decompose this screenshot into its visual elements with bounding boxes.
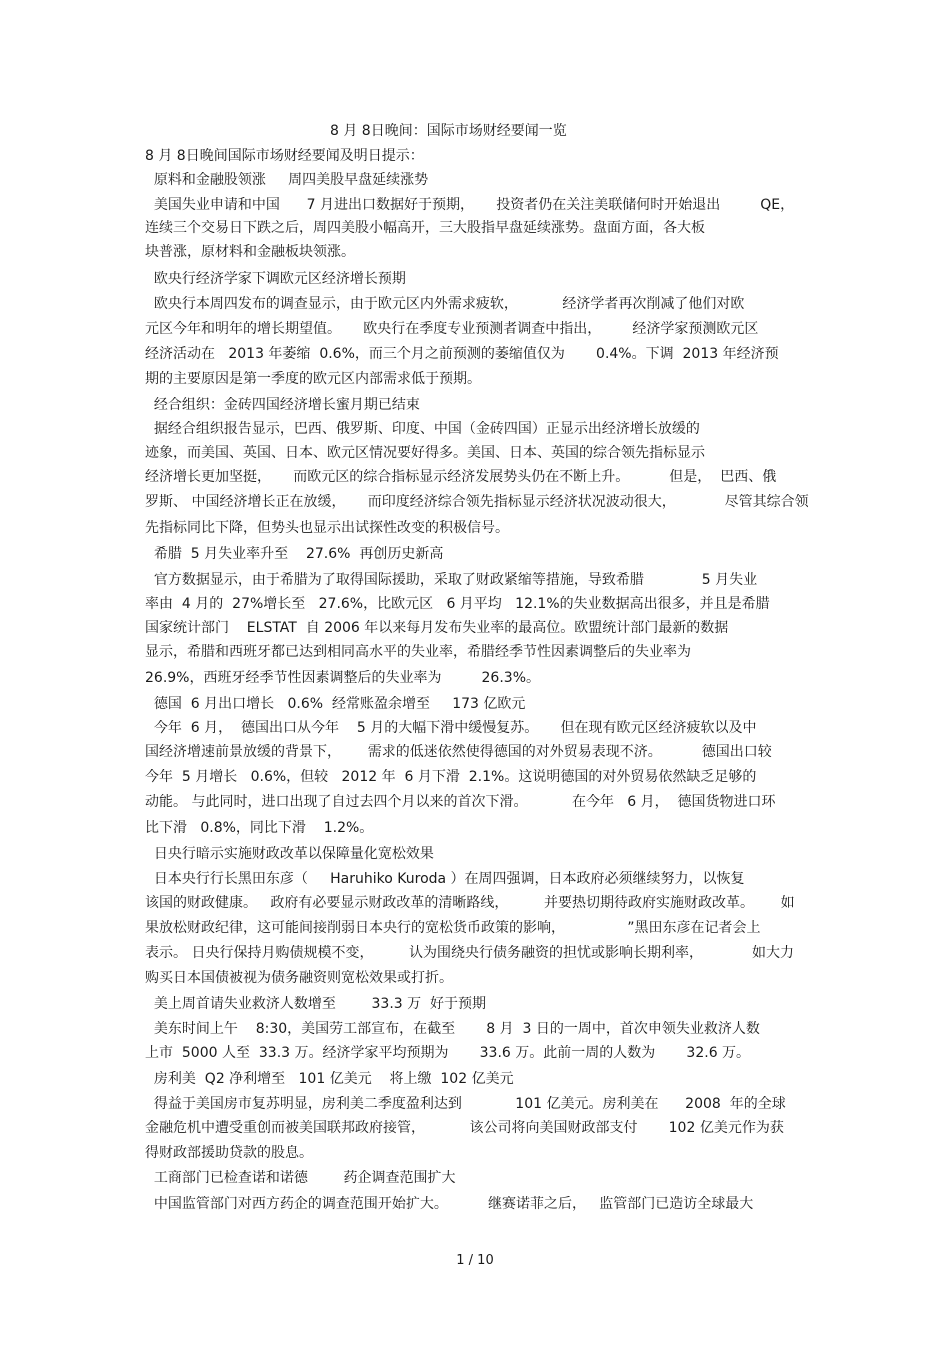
section-heading: 希腊 5 月失业率升至 27.6% 再创历史新高: [145, 546, 444, 562]
text-line: 今年 5 月增长 0.6%，但较 2012 年 6 月下滑 2.1%。这说明德国的对外贸易依然缺乏足够的: [145, 769, 757, 785]
section-heading: 美上周首请失业救济人数增至 33.3 万 好于预期: [145, 996, 487, 1012]
text-line: 经济活动在 2013 年萎缩 0.6%，而三个月之前预测的萎缩值仅为 0.4%。下调 2013 年经济预: [145, 346, 779, 362]
text-line: 连续三个交易日下跌之后，周四美股小幅高开，三大股指早盘延续涨势。盘面方面，各大板: [145, 220, 705, 236]
section-heading: 欧央行经济学家下调欧元区经济增长预期: [145, 271, 406, 287]
text-line: 上市 5000 人至 33.3 万。经济学家平均预期为 33.6 万。此前一周的人数为 32.6 万。: [145, 1045, 751, 1061]
text-line: 迹象，而美国、英国、日本、欧元区情况要好得多。美国、日本、英国的综合领先指标显示: [145, 445, 705, 461]
text-line: 得财政部援助贷款的股息。: [145, 1145, 313, 1161]
text-line: 国家统计部门 ELSTAT 自 2006 年以来每月发布失业率的最高位。欧盟统计部门最新的数据: [145, 620, 729, 636]
text-line: 今年 6 月， 德国出口从今年 5 月的大幅下滑中缓慢复苏。 但在现有欧元区经济疲软以及中: [145, 720, 757, 736]
section-heading: 经合组织：金砖四国经济增长蜜月期已结束: [145, 397, 420, 413]
text-line: 欧央行本周四发布的调查显示，由于欧元区内外需求疲软， 经济学者再次削减了他们对欧: [145, 296, 745, 312]
text-line: 显示，希腊和西班牙都已达到相同高水平的失业率，希腊经季节性因素调整后的失业率为: [145, 644, 691, 660]
text-line: 得益于美国房市复苏明显，房利美二季度盈利达到 101 亿美元。房利美在 2008 年的全球: [145, 1096, 786, 1112]
text-line: 国经济增速前景放缓的背景下， 需求的低迷依然使得德国的对外贸易表现不济。 德国出口较: [145, 744, 772, 760]
section-heading: 日央行暗示实施财政改革以保障量化宽松效果: [145, 846, 434, 862]
text-line: 金融危机中遭受重创而被美国联邦政府接管， 该公司将向美国财政部支付 102 亿美元作为获: [145, 1120, 784, 1136]
text-line: 美东时间上午 8:30，美国劳工部宣布，在截至 8 月 3 日的一周中，首次申领失业救济人数: [145, 1021, 760, 1037]
text-line: 果放松财政纪律，这可能间接削弱日本央行的宽松货币政策的影响， ”黑田东彦在记者会上: [145, 920, 761, 936]
text-line: 罗斯、 中国经济增长正在放缓， 而印度经济综合领先指标显示经济状况波动很大， 尽管其综合领: [145, 494, 809, 510]
text-line: 表示。 日央行保持月购债规模不变， 认为围绕央行债务融资的担忧或影响长期利率， 如大力: [145, 945, 795, 961]
section-heading: 原料和金融股领涨 周四美股早盘延续涨势: [145, 172, 429, 188]
section-heading: 德国 6 月出口增长 0.6% 经常账盈余增至 173 亿欧元: [145, 696, 526, 712]
text-line: 先指标同比下降，但势头也显示出试探性改变的积极信号。: [145, 520, 509, 536]
section-heading: 工商部门已检查诺和诺德 药企调查范围扩大: [145, 1170, 456, 1186]
text-line: 8 月 8日晚间国际市场财经要闻及明日提示：: [145, 148, 424, 164]
document-title: 8 月 8日晚间：国际市场财经要闻一览: [330, 123, 567, 139]
text-line: 比下滑 0.8%，同比下滑 1.2%。: [145, 820, 374, 836]
text-line: 块普涨，原材料和金融板块领涨。: [145, 244, 355, 260]
text-line: 官方数据显示，由于希腊为了取得国际援助，采取了财政紧缩等措施，导致希腊 5 月失业: [145, 572, 758, 588]
text-line: 该国的财政健康。 政府有必要显示财政改革的清晰路线， 并要热切期待政府实施财政改革。 如: [145, 895, 795, 911]
text-line: 经济增长更加坚挺， 而欧元区的综合指标显示经济发展势头仍在不断上升。 但是， 巴西、俄: [145, 469, 777, 485]
text-line: 日本央行行长黑田东彦（ Haruhiko Kuroda ）在周四强调，日本政府必须继续努力，以恢复: [145, 871, 745, 887]
text-line: 元区今年和明年的增长期望值。 欧央行在季度专业预测者调查中指出， 经济学家预测欧元区: [145, 321, 759, 337]
page-indicator: 1 / 10: [456, 1253, 494, 1268]
text-line: 中国监管部门对西方药企的调查范围开始扩大。 继赛诺菲之后， 监管部门已造访全球最大: [145, 1196, 754, 1212]
text-line: 动能。 与此同时，进口出现了自过去四个月以来的首次下滑。 在今年 6 月， 德国货物进口环: [145, 794, 776, 810]
text-line: 购买日本国债被视为债务融资则宽松效果或打折。: [145, 970, 453, 986]
text-line: 美国失业申请和中国 7 月进出口数据好于预期， 投资者仍在关注美联储何时开始退出 QE，: [145, 197, 795, 213]
text-line: 26.9%，西班牙经季节性因素调整后的失业率为 26.3%。: [145, 670, 540, 686]
section-heading: 房利美 Q2 净利增至 101 亿美元 将上缴 102 亿美元: [145, 1071, 514, 1087]
text-line: 据经合组织报告显示，巴西、俄罗斯、印度、中国（金砖四国）正显示出经济增长放缓的: [145, 421, 700, 437]
text-line: 期的主要原因是第一季度的欧元区内部需求低于预期。: [145, 371, 481, 387]
text-line: 率由 4 月的 27%增长至 27.6%，比欧元区 6 月平均 12.1%的失业数据高出很多，并且是希腊: [145, 596, 770, 612]
